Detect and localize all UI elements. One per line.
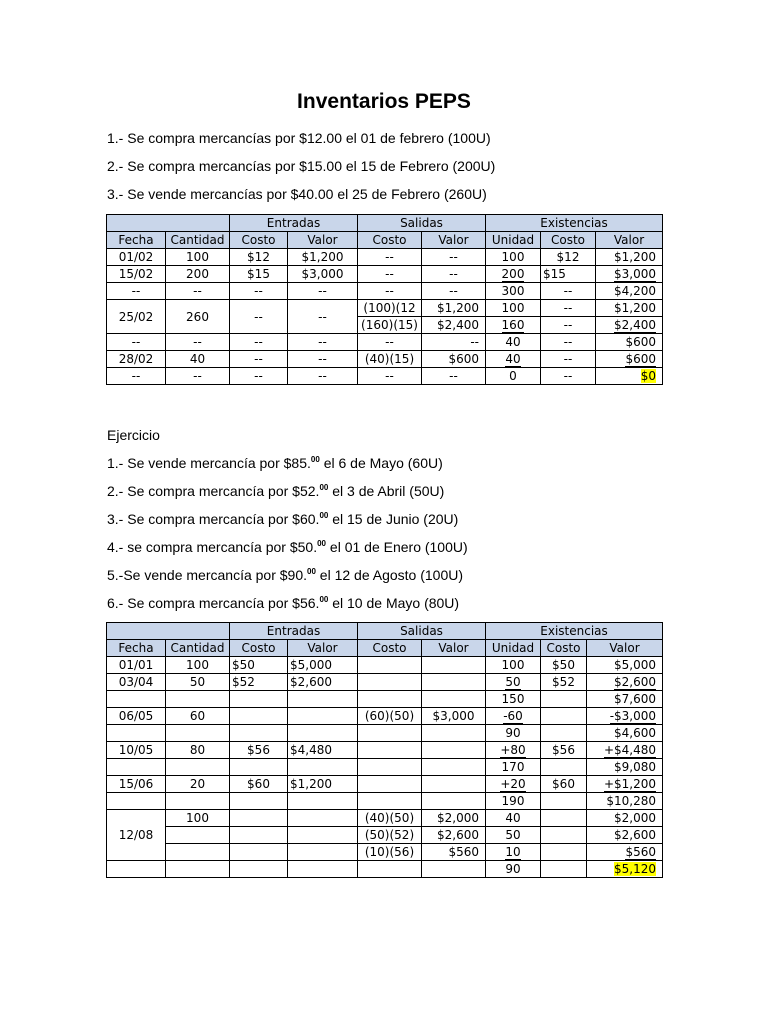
cell-salidas-valor: $3,000 [422,708,486,725]
cell-salidas-valor: -- [422,334,486,351]
col-unidad: Unidad [486,232,541,249]
col-entradas-valor: Valor [288,640,358,657]
table-row [107,368,663,385]
cell-entradas-costo: -- [230,368,288,385]
cell-salidas-valor: $2,000 [422,810,486,827]
cell-unidad: 40 [486,810,541,827]
cell-fecha: -- [107,283,166,300]
table-row [107,691,663,708]
underlined-value: +20 [500,777,526,791]
col-fecha: Fecha [107,640,166,657]
cell-existencias-costo: -- [541,283,596,300]
table-row [107,793,663,810]
col-fecha: Fecha [107,232,166,249]
table-row [107,334,663,351]
cell-fecha: -- [107,334,166,351]
cell-fecha: 01/02 [107,249,166,266]
table-row [107,725,663,742]
cell-salidas-costo: -- [358,266,422,283]
cell-entradas-costo: $56 [230,742,288,759]
statement-line-1: 1.- Se compra mercancías por $12.00 el 01 de febrero (100U) [107,130,491,146]
cell-unidad: 190 [486,793,541,810]
col-salidas-valor: Valor [422,232,486,249]
cell-existencias-costo: -- [541,334,596,351]
ejercicio-heading: Ejercicio [107,427,160,443]
cell-existencias-valor [596,266,663,283]
cell-salidas-valor: -- [422,283,486,300]
cell-cantidad: -- [166,368,230,385]
col-entradas-costo: Costo [230,640,288,657]
cell-cantidad: 20 [166,776,230,793]
cell-unidad: 90 [486,725,541,742]
cell-existencias-valor [587,861,663,878]
inventory-table-peps [106,214,663,385]
cell-entradas-valor: $1,200 [288,776,358,793]
cell-salidas-costo: -- [358,368,422,385]
cell-unidad [486,317,541,334]
cell-cantidad: 40 [166,351,230,368]
cell-cantidad: 60 [166,708,230,725]
group-salidas: Salidas [358,215,486,232]
cell-existencias-costo: $52 [541,674,587,691]
underlined-value: +$4,480 [603,743,657,757]
underlined-value: 50 [505,675,521,689]
cell-salidas-costo: (10)(56) [358,844,422,861]
cell-existencias-costo: -- [541,368,596,385]
group-existencias: Existencias [486,215,663,232]
cell-unidad [486,742,541,759]
exercise-line-2: 2.- Se compra mercancía por $52.00 el 3 de Abril (50U) [107,483,445,499]
table-row [107,776,663,793]
underlined-value: $600 [625,352,657,366]
statement-line-2: 2.- Se compra mercancías por $15.00 el 15 de Febrero (200U) [107,158,496,174]
cell-fecha: 06/05 [107,708,166,725]
cell-fecha: 25/02 [107,300,166,334]
exercise-line-3: 3.- Se compra mercancía por $60.00 el 15 de Junio (20U) [107,511,459,527]
table-row [107,861,663,878]
cell-unidad: 100 [486,249,541,266]
cell-unidad [486,674,541,691]
table-row [107,300,663,317]
cell-fecha: 28/02 [107,351,166,368]
col-salidas-costo: Costo [358,640,422,657]
cell-existencias-costo: $56 [541,742,587,759]
table-row [107,810,663,827]
group-entradas: Entradas [230,623,358,640]
cell-cantidad: -- [166,334,230,351]
cell-unidad [486,844,541,861]
cell-entradas-valor: -- [288,368,358,385]
cell-existencias-valor: $1,200 [596,249,663,266]
cell-salidas-costo: -- [358,249,422,266]
exercise-line-5: 5.-Se vende mercancía por $90.00 el 12 de Agosto (100U) [107,567,464,583]
underlined-value: $2,400 [614,318,657,332]
cell-existencias-valor: $10,280 [587,793,663,810]
cell-salidas-costo: (160)(15) [358,317,422,334]
table-row [107,266,663,283]
cell-salidas-valor: $2,600 [422,827,486,844]
underlined-value: $2,600 [614,675,657,689]
cell-entradas-costo: $50 [230,657,288,674]
inventory-table-exercise [106,622,663,878]
cell-cantidad: 100 [166,657,230,674]
cell-fecha: 12/08 [107,810,166,861]
underlined-value: -60 [503,709,523,723]
cell-salidas-costo: (50)(52) [358,827,422,844]
cell-entradas-valor: $3,000 [288,266,358,283]
cell-entradas-costo: -- [230,300,288,334]
cell-existencias-costo: -- [541,300,596,317]
cell-cantidad: 80 [166,742,230,759]
cell-entradas-valor: $2,600 [288,674,358,691]
cell-existencias-costo: -- [541,317,596,334]
cell-unidad: 150 [486,691,541,708]
cell-existencias-valor: $600 [596,334,663,351]
cell-cantidad: -- [166,283,230,300]
cell-salidas-valor: $600 [422,351,486,368]
column-header-row [107,640,663,657]
cell-entradas-valor: -- [288,300,358,334]
cell-salidas-costo: (60)(50) [358,708,422,725]
cell-existencias-valor [596,351,663,368]
underlined-value: 10 [505,845,521,859]
col-existencias-valor: Valor [587,640,663,657]
cell-fecha: -- [107,368,166,385]
cell-unidad: 100 [486,300,541,317]
table-row [107,674,663,691]
cell-entradas-costo: -- [230,283,288,300]
col-entradas-valor: Valor [288,232,358,249]
table-row [107,283,663,300]
statement-line-3: 3.- Se vende mercancías por $40.00 el 25 de Febrero (260U) [107,186,487,202]
cell-existencias-valor: $7,600 [587,691,663,708]
cell-entradas-costo: -- [230,334,288,351]
cell-salidas-valor: $2,400 [422,317,486,334]
group-salidas: Salidas [358,623,486,640]
cell-cantidad: 200 [166,266,230,283]
underlined-value: 200 [501,267,525,281]
table-row [107,844,663,861]
cell-unidad [486,708,541,725]
cell-entradas-valor: -- [288,334,358,351]
cell-existencias-valor [596,317,663,334]
cell-salidas-valor: -- [422,249,486,266]
cell-existencias-valor [587,742,663,759]
underlined-value: 40 [505,352,521,366]
cell-entradas-valor: -- [288,283,358,300]
group-existencias: Existencias [486,623,663,640]
table-row [107,351,663,368]
underlined-value: -$3,000 [609,709,657,723]
page-title: Inventarios PEPS [297,90,471,113]
cell-entradas-valor: -- [288,351,358,368]
underlined-value: $560 [625,845,657,859]
cell-unidad: 40 [486,334,541,351]
group-entradas: Entradas [230,215,358,232]
col-salidas-costo: Costo [358,232,422,249]
cell-unidad: 100 [486,657,541,674]
cell-unidad [486,351,541,368]
cell-entradas-costo: $15 [230,266,288,283]
underlined-value: +80 [500,743,526,757]
cell-existencias-costo: $60 [541,776,587,793]
cell-entradas-valor: $5,000 [288,657,358,674]
cell-unidad: 90 [486,861,541,878]
cell-salidas-valor: -- [422,266,486,283]
cell-existencias-valor [587,776,663,793]
cell-unidad: 0 [486,368,541,385]
cell-existencias-valor: $5,000 [587,657,663,674]
highlighted-total: $5,120 [614,862,657,876]
cell-cantidad: 50 [166,674,230,691]
cell-existencias-costo: $15 [541,266,596,283]
cell-salidas-valor: -- [422,368,486,385]
cell-existencias-costo: -- [541,351,596,368]
cell-existencias-valor: $2,000 [587,810,663,827]
table-row [107,708,663,725]
cell-unidad: 170 [486,759,541,776]
col-existencias-valor: Valor [596,232,663,249]
cell-fecha: 03/04 [107,674,166,691]
cell-fecha: 15/06 [107,776,166,793]
cell-existencias-valor [587,844,663,861]
cell-fecha: 10/05 [107,742,166,759]
underlined-value: 160 [501,318,525,332]
cell-salidas-costo: -- [358,334,422,351]
col-salidas-valor: Valor [422,640,486,657]
cell-cantidad: 100 [166,249,230,266]
cell-unidad [486,266,541,283]
cell-unidad [486,776,541,793]
cell-existencias-valor: $1,200 [596,300,663,317]
cell-existencias-valor: $2,600 [587,827,663,844]
cell-entradas-valor: $1,200 [288,249,358,266]
cell-existencias-costo: $50 [541,657,587,674]
cell-existencias-valor: $4,200 [596,283,663,300]
cell-cantidad: 260 [166,300,230,334]
col-existencias-costo: Costo [541,640,587,657]
table-row [107,742,663,759]
table-row [107,827,663,844]
cell-entradas-costo: $52 [230,674,288,691]
cell-existencias-valor: $9,080 [587,759,663,776]
cell-entradas-costo: -- [230,351,288,368]
cell-existencias-valor [596,368,663,385]
table-row [107,759,663,776]
underlined-value: +$1,200 [603,777,657,791]
exercise-line-4: 4.- se compra mercancía por $50.00 el 01 de Enero (100U) [107,539,468,555]
table-row [107,657,663,674]
underlined-value: $3,000 [614,267,657,281]
exercise-line-1: 1.- Se vende mercancía por $85.00 el 6 de Mayo (60U) [107,455,443,471]
column-header-row [107,232,663,249]
cell-salidas-valor: $560 [422,844,486,861]
cell-unidad: 50 [486,827,541,844]
cell-unidad: 300 [486,283,541,300]
table-row [107,249,663,266]
cell-fecha: 01/01 [107,657,166,674]
cell-existencias-valor: $4,600 [587,725,663,742]
cell-salidas-costo: (100)(12 [358,300,422,317]
col-cantidad: Cantidad [166,640,230,657]
cell-salidas-costo: (40)(15) [358,351,422,368]
cell-existencias-valor [587,708,663,725]
col-existencias-costo: Costo [541,232,596,249]
cell-existencias-valor [587,674,663,691]
cell-entradas-valor: $4,480 [288,742,358,759]
col-cantidad: Cantidad [166,232,230,249]
cell-cantidad: 100 [166,810,230,827]
group-header-row [107,623,663,640]
col-unidad: Unidad [486,640,541,657]
cell-fecha: 15/02 [107,266,166,283]
cell-salidas-costo: -- [358,283,422,300]
exercise-line-6: 6.- Se compra mercancía por $56.00 el 10 de Mayo (80U) [107,595,460,611]
group-header-row [107,215,663,232]
cell-salidas-valor: $1,200 [422,300,486,317]
highlighted-total: $0 [640,369,657,383]
cell-salidas-costo: (40)(50) [358,810,422,827]
cell-entradas-costo: $60 [230,776,288,793]
col-entradas-costo: Costo [230,232,288,249]
cell-existencias-costo: $12 [541,249,596,266]
cell-entradas-costo: $12 [230,249,288,266]
